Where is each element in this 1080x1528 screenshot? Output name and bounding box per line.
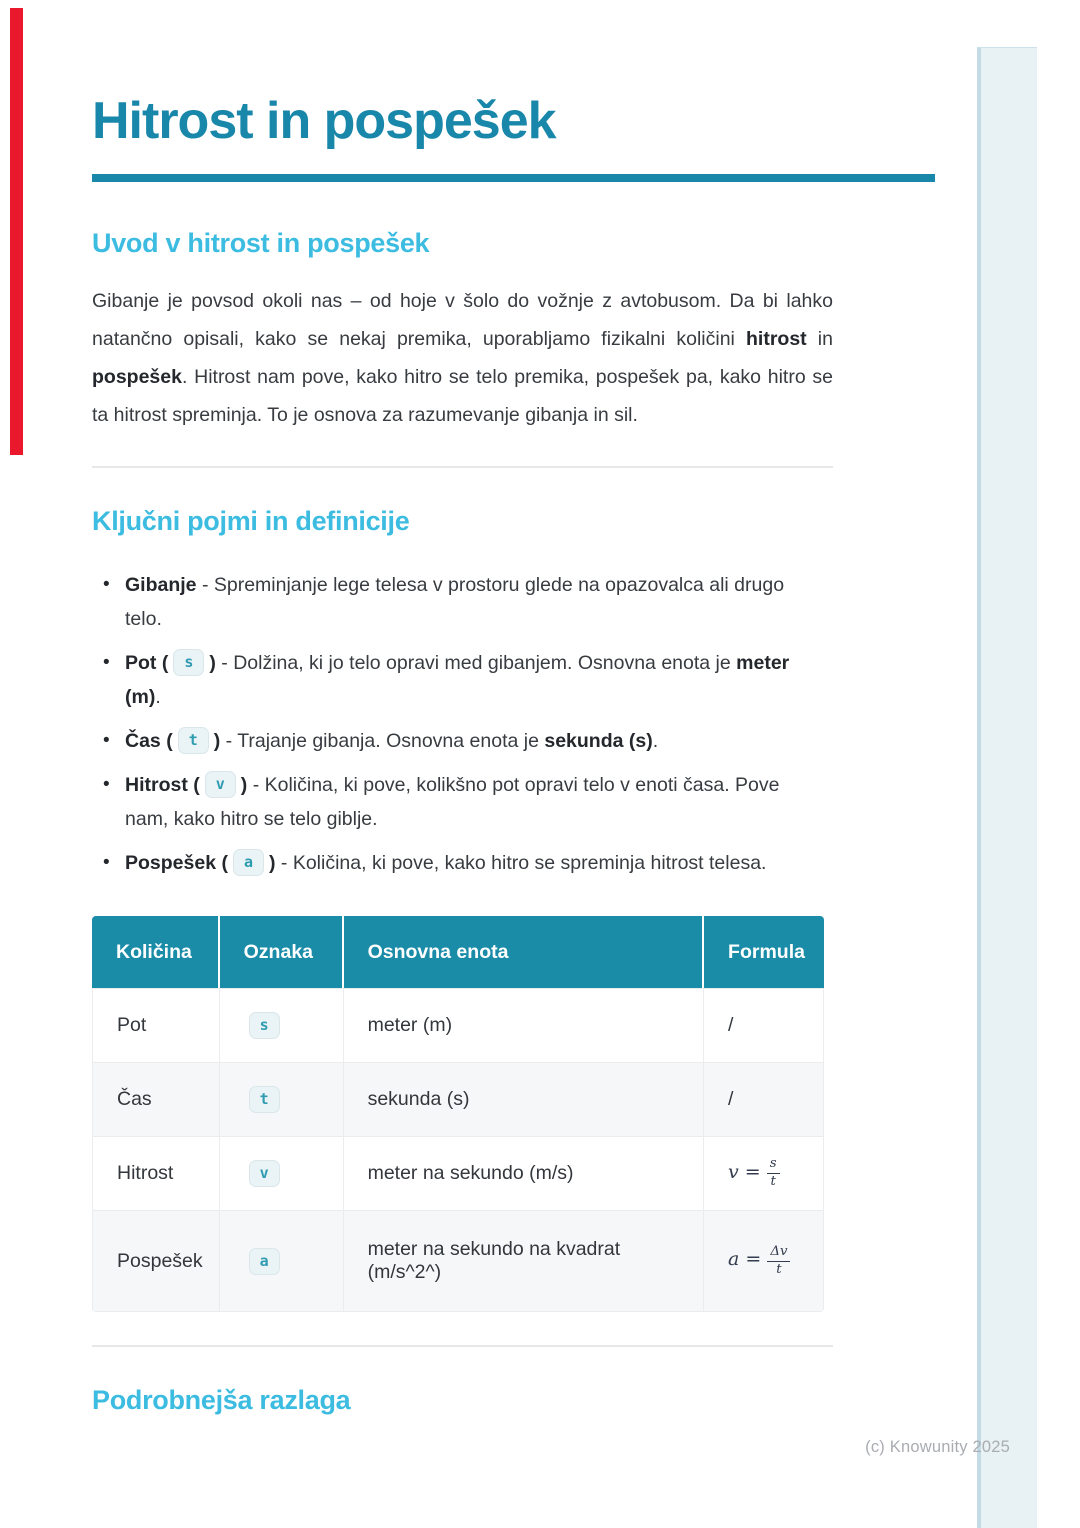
bold-text: Gibanje	[125, 574, 197, 596]
table-column-header: Formula	[704, 916, 824, 988]
text-run: .	[155, 686, 161, 708]
formula-none: /	[728, 1088, 734, 1110]
text-run: - Trajanje gibanja. Osnovna enota je	[220, 730, 545, 752]
symbol-chip: v	[205, 771, 236, 798]
intro-paragraph	[92, 282, 833, 434]
symbol-chip: a	[233, 849, 264, 876]
page-title: Hitrost in pospešek	[92, 92, 556, 150]
unit-cell: sekunda (s)	[344, 1062, 704, 1136]
quantity-name-cell: Pot	[92, 988, 220, 1062]
bold-text: )	[209, 652, 216, 674]
text-run: Gibanje je povsod okoli nas – od hoje v šolo do vožnje z avtobusom. Da bi lahko natančno opisali, kako se nekaj premika, uporabljamo fizikalni količini	[92, 290, 833, 350]
section-divider	[92, 1345, 833, 1347]
bold-text: )	[269, 852, 276, 874]
formula-math: a = $\frac{\Delta v}{t}$	[728, 1248, 790, 1270]
section-heading-key-terms: Ključni pojmi in definicije	[92, 506, 410, 536]
quantity-name-cell: Čas	[92, 1062, 220, 1136]
formula-none: /	[728, 1014, 734, 1036]
formula-cell	[704, 1210, 824, 1312]
text-run: - Količina, ki pove, kako hitro se spreminja hitrost telesa.	[275, 852, 767, 874]
definition-item	[125, 724, 825, 758]
formula-math: v = $\frac{s}{t}$	[728, 1161, 780, 1183]
table-column-header: Osnovna enota	[344, 916, 704, 988]
bold-text: Hitrost (	[125, 774, 200, 796]
bold-text: )	[240, 774, 248, 796]
bold-text: meter (m)	[125, 652, 790, 708]
symbol-chip: v	[249, 1160, 280, 1187]
document-page	[92, 0, 833, 1417]
bold-text: )	[213, 730, 221, 752]
quantities-table	[92, 916, 824, 1312]
bold-text: hitrost	[746, 328, 807, 350]
symbol-chip: s	[249, 1012, 280, 1039]
table-column-header: Količina	[92, 916, 220, 988]
definition-item	[125, 768, 825, 836]
unit-cell: meter na sekundo na kvadrat (m/s^2^)	[344, 1210, 704, 1312]
symbol-chip: t	[249, 1086, 280, 1113]
text-run: - Dolžina, ki jo telo opravi med gibanjem. Osnovna enota je	[215, 652, 737, 674]
formula-cell	[704, 988, 824, 1062]
definition-item	[125, 846, 825, 880]
quantity-name-cell: Pospešek	[92, 1210, 220, 1312]
bold-text: Čas (	[125, 730, 173, 752]
bold-text: pospešek	[92, 366, 182, 388]
text-run: . Hitrost nam pove, kako hitro se telo premika, pospešek pa, kako hitro se ta hitrost spreminja. To je osnova za razumevanje gibanja in sil.	[92, 366, 833, 426]
section-heading-detail: Podrobnejša razlaga	[92, 1385, 351, 1415]
table-row	[92, 1062, 824, 1136]
symbol-cell	[220, 1210, 344, 1312]
symbol-cell	[220, 1136, 344, 1210]
table-row	[92, 988, 824, 1062]
definition-item	[125, 568, 825, 636]
table-row	[92, 1210, 824, 1312]
copyright-watermark: (c) Knowunity 2025	[865, 1438, 1010, 1456]
table-row	[92, 1136, 824, 1210]
definition-item	[125, 646, 825, 714]
title-underline-bar	[92, 174, 935, 182]
left-red-scroll-indicator	[10, 8, 23, 455]
formula-cell	[704, 1136, 824, 1210]
symbol-chip: t	[178, 727, 209, 754]
right-scrollbar-track	[977, 47, 1037, 1528]
symbol-cell	[220, 988, 344, 1062]
section-heading-intro: Uvod v hitrost in pospešek	[92, 228, 430, 258]
table-header-row	[92, 916, 824, 988]
unit-cell: meter (m)	[344, 988, 704, 1062]
text-run: - Količina, ki pove, kolikšno pot opravi telo v enoti časa. Pove nam, kako hitro se telo giblje.	[125, 774, 780, 830]
formula-cell	[704, 1062, 824, 1136]
symbol-chip: s	[173, 649, 204, 676]
definitions-list	[92, 568, 833, 880]
table-column-header: Oznaka	[220, 916, 344, 988]
symbol-cell	[220, 1062, 344, 1136]
unit-cell: meter na sekundo (m/s)	[344, 1136, 704, 1210]
bold-text: sekunda (s)	[544, 730, 653, 752]
text-run: in	[806, 328, 833, 350]
text-run: - Spreminjanje lege telesa v prostoru glede na opazovalca ali drugo telo.	[125, 574, 785, 630]
bold-text: Pospešek (	[125, 852, 228, 874]
symbol-chip: a	[249, 1248, 280, 1275]
section-divider	[92, 466, 833, 468]
bold-text: Pot (	[125, 652, 169, 674]
text-run: .	[652, 730, 659, 752]
quantity-name-cell: Hitrost	[92, 1136, 220, 1210]
